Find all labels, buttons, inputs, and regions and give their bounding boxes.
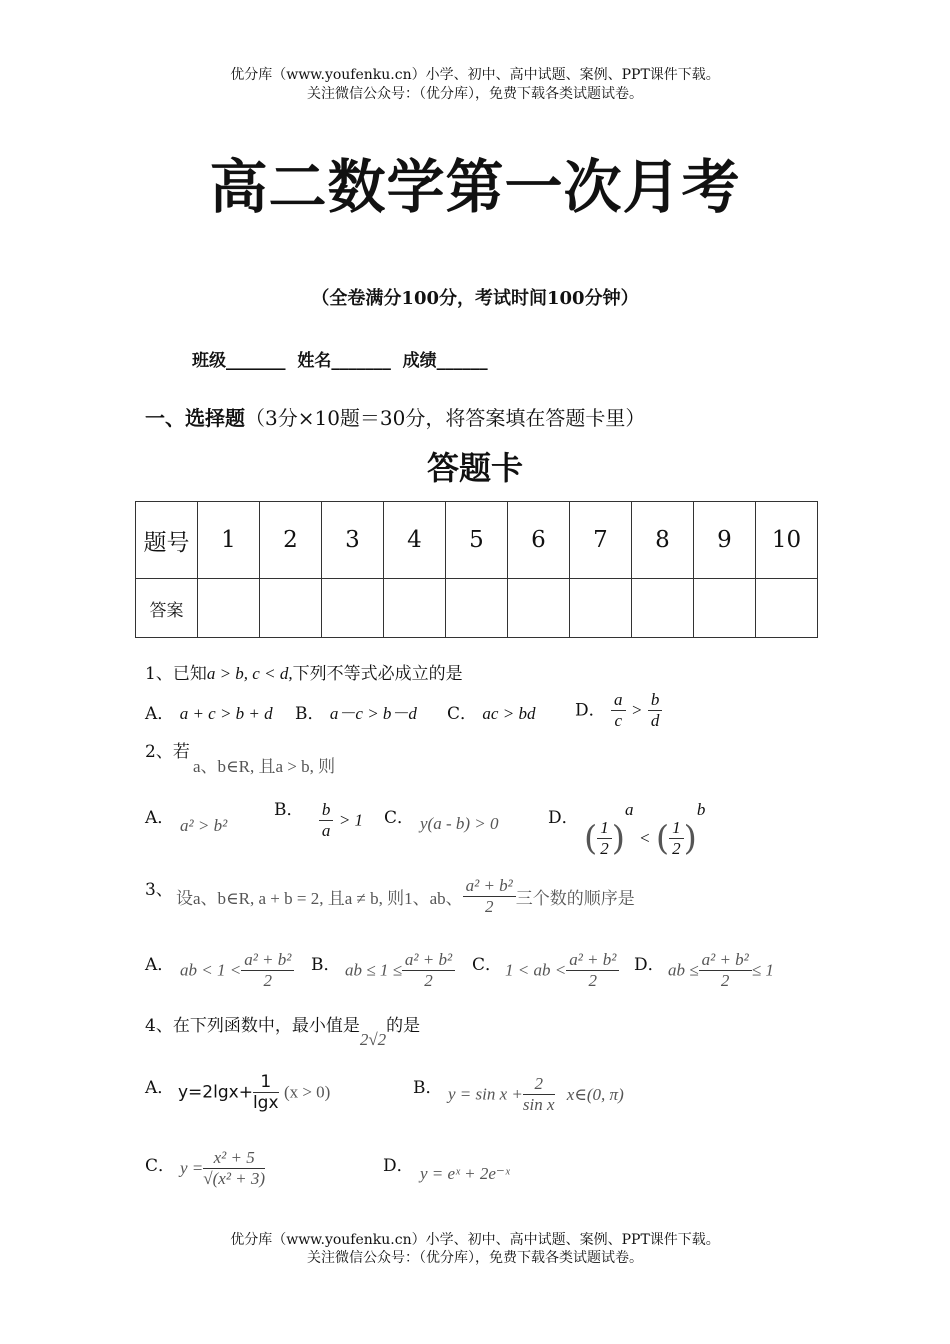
answer-cell[interactable] [508,579,570,638]
question-number-cell: 2 [260,502,322,579]
header-line-1: 优分库（www.youfenku.cn）小学、初中、高中试题、案例、PPT课件下载。 [230,67,720,83]
answer-cell[interactable] [446,579,508,638]
q4-option-d-expr: y = eˣ + 2e⁻ˣ [420,1164,510,1183]
q1-option-d: D． $\frac{a}{c}$ > $\frac{b}{d}$ [575,690,662,731]
question-number-cell: 5 [446,502,508,579]
q1-option-b: B． a－c > b－d [295,704,417,724]
question-number-cell: 4 [384,502,446,579]
q1-condition: a > b, c < d, [206,664,293,683]
question-number-cell: 6 [508,502,570,579]
answer-cell[interactable] [756,579,818,638]
q3-option-d-expr: ab ≤ $\frac{\text{a² + b²}}{2}$ ≤ 1 [668,950,774,990]
student-info-line: 班级_______ 姓名_______ 成绩______ [192,351,488,371]
footer-line-1: 优分库（www.youfenku.cn）小学、初中、高中试题、案例、PPT课件下载。 [230,1232,720,1248]
answer-cell[interactable] [198,579,260,638]
q2-option-a: A． [145,808,175,828]
answer-cell[interactable] [384,579,446,638]
question-4-stem: 4、在下列函数中，最小值是2√2的是 [145,1016,421,1049]
q4-option-b-expr: y = sin x + $\frac{2}{\text{sin x}}$ x∈(0, π) [448,1074,624,1114]
question-3-stem: 设a、b∈R, a + b = 2, 且a ≠ b, 则1、ab、 $\frac{\text{a² + b²}}{2}$ 三个数的顺序是 [176,876,635,916]
q1-suffix: 下列不等式必成立的是 [292,664,463,684]
header-line-2: 关注微信公众号：（优分库），免费下载各类试题试卷。 [307,86,643,102]
q4-option-b: B． [413,1078,443,1098]
answer-card-table [135,501,818,638]
question-number-cell: 8 [632,502,694,579]
q2-option-d-expr: ( $\frac{1}{2}$ )$^a$ < ( $\frac{1}{2}$ )$^b$ [584,800,706,859]
q2-option-c: C． [384,808,415,828]
q1-prefix: 1、已知 [145,664,207,684]
section-title: 一、选择题 [145,406,245,430]
q4-option-a: A． [145,1078,175,1098]
row-label-answer: 答案 [136,579,198,638]
q3-option-c: C． [472,955,503,975]
row-label-number: 题号 [136,502,198,579]
question-number-cell: 7 [570,502,632,579]
q1-option-a: A． a + c > b + d [145,704,273,724]
answer-cell[interactable] [694,579,756,638]
answer-cell[interactable] [322,579,384,638]
section-note: （3分×10题＝30分，将答案填在答题卡里） [245,406,646,430]
q3-option-c-expr: 1 < ab < $\frac{\text{a² + b²}}{2}$ [505,950,619,991]
q4-option-a-expr: y=2lgx+ $\frac{1}{\lg x}$ (x > 0) [178,1072,331,1113]
q2-option-c-expr: y(a - b) > 0 [420,814,499,833]
q2-option-b: B． $\frac{b}{a}$ > 1 [274,800,364,840]
question-number-cell: 1 [198,502,260,579]
question-1-stem [145,664,463,684]
q2-option-a-expr: a² > b² [180,816,228,835]
section-heading [145,402,645,431]
answer-cell[interactable] [632,579,694,638]
q3-option-b: B． [311,955,341,975]
question-2-stem: 2、若 [145,742,190,762]
q4-option-d: D． [383,1156,414,1176]
footer-line-2: 关注微信公众号：（优分库），免费下载各类试题试卷。 [307,1250,643,1266]
question-number-cell: 10 [756,502,818,579]
q2-option-d: D． [548,808,579,828]
q3-option-b-expr: ab ≤ 1 ≤ $\frac{\text{a² + b²}}{2}$ [345,950,455,991]
q4-option-c: C． [145,1156,176,1176]
exam-subtitle: （全卷满分100分，考试时间100分钟） [311,288,639,309]
question-number-cell: 9 [694,502,756,579]
question-3-prefix: 3、 [145,880,173,900]
answer-cell[interactable] [570,579,632,638]
exam-title: 高二数学第一次月考 [209,153,741,221]
q3-option-a: A． [145,955,175,975]
q3-option-d: D． [634,955,665,975]
question-number-cell: 3 [322,502,384,579]
answer-cell[interactable] [260,579,322,638]
q4-option-c-expr: y = $\frac{\text{x² + 5}}{\text{√(x² + 3)}}$ [180,1148,266,1188]
answer-card-title: 答题卡 [426,449,523,487]
q3-option-a-expr: ab < 1 < $\frac{\text{a² + b²}}{2}$ [180,950,294,991]
q1-option-c: C． ac > bd [447,704,536,724]
q2-condition: a、b∈R, 且a > b, 则 [193,757,336,776]
